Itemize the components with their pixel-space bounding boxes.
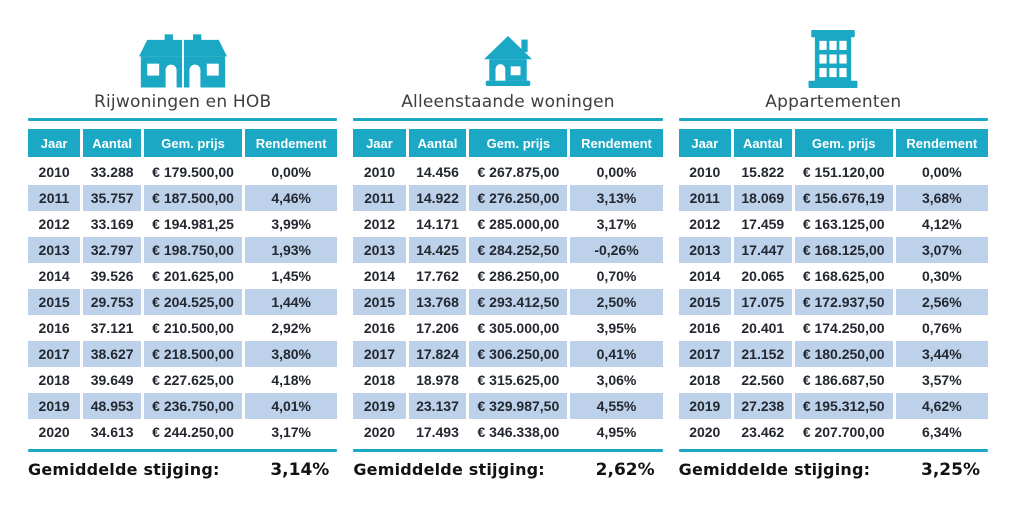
price-cell: € 293.412,50 bbox=[468, 289, 569, 315]
return-cell: 0,00% bbox=[569, 158, 663, 185]
count-cell: 32.797 bbox=[82, 237, 143, 263]
table-row bbox=[28, 367, 337, 393]
table-row bbox=[28, 158, 337, 185]
col-header-rendement: Rendement bbox=[569, 129, 663, 158]
count-cell: 17.493 bbox=[407, 419, 468, 445]
title-underline bbox=[353, 118, 662, 121]
year-cell: 2012 bbox=[363, 216, 396, 232]
col-header-jaar: Jaar bbox=[679, 129, 733, 158]
return-cell: 4,18% bbox=[244, 367, 338, 393]
col-header-aantal: Aantal bbox=[407, 129, 468, 158]
count-cell: 23.462 bbox=[732, 419, 793, 445]
table-row bbox=[353, 367, 662, 393]
year-cell: 2010 bbox=[363, 164, 396, 180]
year-cell: 2014 bbox=[38, 268, 70, 284]
price-cell: € 207.700,00 bbox=[793, 419, 894, 445]
year-cell: 2010 bbox=[38, 164, 70, 180]
count-cell: 15.822 bbox=[732, 158, 793, 185]
return-cell: 4,55% bbox=[569, 393, 663, 419]
data-table bbox=[353, 129, 662, 445]
table-row bbox=[28, 185, 337, 211]
table-row bbox=[353, 185, 662, 211]
table-row bbox=[679, 237, 988, 263]
price-cell: € 168.625,00 bbox=[793, 263, 894, 289]
return-cell: 3,17% bbox=[244, 419, 338, 445]
apartment-building-icon bbox=[805, 30, 861, 88]
average-increase-label: Gemiddelde stijging: bbox=[28, 460, 220, 479]
header-row bbox=[28, 129, 337, 158]
table-row bbox=[679, 289, 988, 315]
return-cell: 4,95% bbox=[569, 419, 663, 445]
return-cell: 2,92% bbox=[244, 315, 338, 341]
count-cell: 37.121 bbox=[82, 315, 143, 341]
footer bbox=[28, 452, 337, 480]
price-cell: € 187.500,00 bbox=[143, 185, 244, 211]
table-row bbox=[679, 367, 988, 393]
price-cell: € 346.338,00 bbox=[468, 419, 569, 445]
table-title: Rijwoningen en HOB bbox=[94, 92, 272, 112]
year-cell: 2015 bbox=[679, 289, 733, 315]
count-cell: 20.401 bbox=[732, 315, 793, 341]
count-cell: 14.922 bbox=[407, 185, 468, 211]
year-cell: 2014 bbox=[363, 268, 396, 284]
average-increase-value: 2,62% bbox=[595, 460, 655, 480]
price-cell: € 163.125,00 bbox=[793, 211, 894, 237]
return-cell: 3,07% bbox=[894, 237, 988, 263]
price-cell: € 276.250,00 bbox=[468, 185, 569, 211]
table-section-appartementen bbox=[679, 12, 988, 513]
table-row bbox=[353, 158, 662, 185]
table-row bbox=[28, 315, 337, 341]
header-row bbox=[353, 129, 662, 158]
price-cell: € 329.987,50 bbox=[468, 393, 569, 419]
table-row bbox=[679, 315, 988, 341]
price-cell: € 227.625,00 bbox=[143, 367, 244, 393]
year-cell: 2020 bbox=[363, 424, 396, 440]
return-cell: 0,00% bbox=[244, 158, 338, 185]
price-cell: € 305.000,00 bbox=[468, 315, 569, 341]
return-cell: 3,06% bbox=[569, 367, 663, 393]
year-cell: 2010 bbox=[689, 164, 721, 180]
col-header-aantal: Aantal bbox=[82, 129, 143, 158]
year-cell: 2011 bbox=[353, 185, 407, 211]
title-underline bbox=[679, 118, 988, 121]
price-cell: € 218.500,00 bbox=[143, 341, 244, 367]
count-cell: 18.069 bbox=[732, 185, 793, 211]
return-cell: 3,44% bbox=[894, 341, 988, 367]
title-underline bbox=[28, 118, 337, 121]
return-cell: 1,44% bbox=[244, 289, 338, 315]
return-cell: 2,56% bbox=[894, 289, 988, 315]
return-cell: 3,80% bbox=[244, 341, 338, 367]
price-cell: € 236.750,00 bbox=[143, 393, 244, 419]
price-cell: € 204.525,00 bbox=[143, 289, 244, 315]
return-cell: 2,50% bbox=[569, 289, 663, 315]
year-cell: 2019 bbox=[28, 393, 82, 419]
average-increase-label: Gemiddelde stijging: bbox=[678, 460, 871, 479]
table-row bbox=[679, 158, 988, 185]
count-cell: 17.459 bbox=[732, 211, 793, 237]
price-cell: € 244.250,00 bbox=[143, 419, 244, 445]
count-cell: 13.768 bbox=[407, 289, 468, 315]
rowhouses-icon bbox=[139, 32, 227, 88]
price-cell: € 186.687,50 bbox=[793, 367, 894, 393]
table-section-alleenstaande-woningen bbox=[353, 12, 662, 513]
year-cell: 2016 bbox=[689, 320, 721, 336]
average-increase-label: Gemiddelde stijging: bbox=[353, 460, 545, 479]
price-cell: € 267.875,00 bbox=[468, 158, 569, 185]
return-cell: 4,01% bbox=[244, 393, 338, 419]
count-cell: 21.152 bbox=[732, 341, 793, 367]
col-header-jaar: Jaar bbox=[28, 129, 82, 158]
table-row bbox=[679, 211, 988, 237]
count-cell: 20.065 bbox=[732, 263, 793, 289]
year-cell: 2011 bbox=[679, 185, 733, 211]
return-cell: 0,70% bbox=[569, 263, 663, 289]
price-cell: € 168.125,00 bbox=[793, 237, 894, 263]
average-increase-value: 3,25% bbox=[921, 460, 980, 480]
year-cell: 2015 bbox=[28, 289, 82, 315]
table-row bbox=[353, 393, 662, 419]
icon-area bbox=[353, 12, 662, 88]
price-cell: € 284.252,50 bbox=[468, 237, 569, 263]
price-cell: € 194.981,25 bbox=[143, 211, 244, 237]
table-row bbox=[353, 315, 662, 341]
year-cell: 2018 bbox=[38, 372, 70, 388]
count-cell: 17.447 bbox=[732, 237, 793, 263]
table-title: Appartementen bbox=[765, 92, 902, 112]
count-cell: 18.978 bbox=[407, 367, 468, 393]
table-row bbox=[353, 237, 662, 263]
table-row bbox=[28, 289, 337, 315]
year-cell: 2017 bbox=[28, 341, 82, 367]
return-cell: 4,62% bbox=[894, 393, 988, 419]
return-cell: 3,57% bbox=[894, 367, 988, 393]
count-cell: 14.171 bbox=[407, 211, 468, 237]
count-cell: 14.425 bbox=[407, 237, 468, 263]
year-cell: 2012 bbox=[689, 216, 721, 232]
count-cell: 17.075 bbox=[732, 289, 793, 315]
count-cell: 33.169 bbox=[82, 211, 143, 237]
table-row bbox=[28, 211, 337, 237]
table-row bbox=[28, 237, 337, 263]
price-cell: € 172.937,50 bbox=[793, 289, 894, 315]
data-table bbox=[679, 129, 988, 445]
count-cell: 39.649 bbox=[82, 367, 143, 393]
footer bbox=[353, 452, 662, 480]
header-row bbox=[679, 129, 988, 158]
price-cell: € 286.250,00 bbox=[468, 263, 569, 289]
return-cell: 3,13% bbox=[569, 185, 663, 211]
year-cell: 2012 bbox=[38, 216, 70, 232]
year-cell: 2016 bbox=[38, 320, 70, 336]
data-table bbox=[28, 129, 337, 445]
return-cell: 4,12% bbox=[894, 211, 988, 237]
price-cell: € 306.250,00 bbox=[468, 341, 569, 367]
average-increase-value: 3,14% bbox=[270, 460, 330, 480]
table-row bbox=[28, 393, 337, 419]
table-row bbox=[353, 211, 662, 237]
footer bbox=[679, 452, 988, 480]
return-cell: 0,41% bbox=[569, 341, 663, 367]
price-cell: € 210.500,00 bbox=[143, 315, 244, 341]
return-cell: 1,45% bbox=[244, 263, 338, 289]
year-cell: 2016 bbox=[363, 320, 396, 336]
year-cell: 2017 bbox=[679, 341, 733, 367]
count-cell: 35.757 bbox=[82, 185, 143, 211]
col-header-rendement: Rendement bbox=[894, 129, 988, 158]
year-cell: 2013 bbox=[28, 237, 82, 263]
table-row bbox=[679, 185, 988, 211]
return-cell: 1,93% bbox=[244, 237, 338, 263]
year-cell: 2013 bbox=[679, 237, 733, 263]
year-cell: 2017 bbox=[353, 341, 407, 367]
count-cell: 23.137 bbox=[407, 393, 468, 419]
table-row bbox=[679, 393, 988, 419]
return-cell: 4,46% bbox=[244, 185, 338, 211]
return-cell: 3,99% bbox=[244, 211, 338, 237]
count-cell: 22.560 bbox=[732, 367, 793, 393]
table-row bbox=[353, 419, 662, 445]
col-header-gem-prijs: Gem. prijs bbox=[793, 129, 894, 158]
return-cell: 0,00% bbox=[894, 158, 988, 185]
count-cell: 27.238 bbox=[732, 393, 793, 419]
count-cell: 29.753 bbox=[82, 289, 143, 315]
col-header-rendement: Rendement bbox=[244, 129, 338, 158]
table-row bbox=[679, 263, 988, 289]
year-cell: 2018 bbox=[689, 372, 721, 388]
table-row bbox=[679, 341, 988, 367]
return-cell: 3,68% bbox=[894, 185, 988, 211]
count-cell: 38.627 bbox=[82, 341, 143, 367]
table-row bbox=[28, 341, 337, 367]
table-row bbox=[28, 263, 337, 289]
table-title: Alleenstaande woningen bbox=[401, 92, 615, 112]
return-cell: 3,17% bbox=[569, 211, 663, 237]
col-header-gem-prijs: Gem. prijs bbox=[468, 129, 569, 158]
detached-house-icon bbox=[483, 34, 533, 88]
count-cell: 17.762 bbox=[407, 263, 468, 289]
count-cell: 17.824 bbox=[407, 341, 468, 367]
price-cell: € 180.250,00 bbox=[793, 341, 894, 367]
count-cell: 34.613 bbox=[82, 419, 143, 445]
year-cell: 2019 bbox=[353, 393, 407, 419]
price-cell: € 179.500,00 bbox=[143, 158, 244, 185]
price-cell: € 201.625,00 bbox=[143, 263, 244, 289]
price-cell: € 198.750,00 bbox=[143, 237, 244, 263]
return-cell: 0,30% bbox=[894, 263, 988, 289]
return-cell: 0,76% bbox=[894, 315, 988, 341]
table-row bbox=[353, 289, 662, 315]
year-cell: 2020 bbox=[38, 424, 70, 440]
year-cell: 2015 bbox=[353, 289, 407, 315]
count-cell: 48.953 bbox=[82, 393, 143, 419]
table-section-rijwoningen-en-hob bbox=[28, 12, 337, 513]
price-cell: € 315.625,00 bbox=[468, 367, 569, 393]
table-row bbox=[353, 341, 662, 367]
table-row bbox=[679, 419, 988, 445]
count-cell: 39.526 bbox=[82, 263, 143, 289]
col-header-gem-prijs: Gem. prijs bbox=[143, 129, 244, 158]
price-cell: € 195.312,50 bbox=[793, 393, 894, 419]
col-header-aantal: Aantal bbox=[732, 129, 793, 158]
count-cell: 33.288 bbox=[82, 158, 143, 185]
year-cell: 2018 bbox=[363, 372, 396, 388]
return-cell: 6,34% bbox=[894, 419, 988, 445]
icon-area bbox=[28, 12, 337, 88]
price-cell: € 285.000,00 bbox=[468, 211, 569, 237]
price-cell: € 151.120,00 bbox=[793, 158, 894, 185]
year-cell: 2011 bbox=[28, 185, 82, 211]
count-cell: 17.206 bbox=[407, 315, 468, 341]
price-cell: € 156.676,19 bbox=[793, 185, 894, 211]
price-cell: € 174.250,00 bbox=[793, 315, 894, 341]
year-cell: 2014 bbox=[689, 268, 721, 284]
count-cell: 14.456 bbox=[407, 158, 468, 185]
icon-area bbox=[679, 12, 988, 88]
table-row bbox=[28, 419, 337, 445]
year-cell: 2013 bbox=[353, 237, 407, 263]
year-cell: 2019 bbox=[679, 393, 733, 419]
col-header-jaar: Jaar bbox=[353, 129, 407, 158]
return-cell: -0,26% bbox=[569, 237, 663, 263]
return-cell: 3,95% bbox=[569, 315, 663, 341]
table-row bbox=[353, 263, 662, 289]
year-cell: 2020 bbox=[689, 424, 721, 440]
